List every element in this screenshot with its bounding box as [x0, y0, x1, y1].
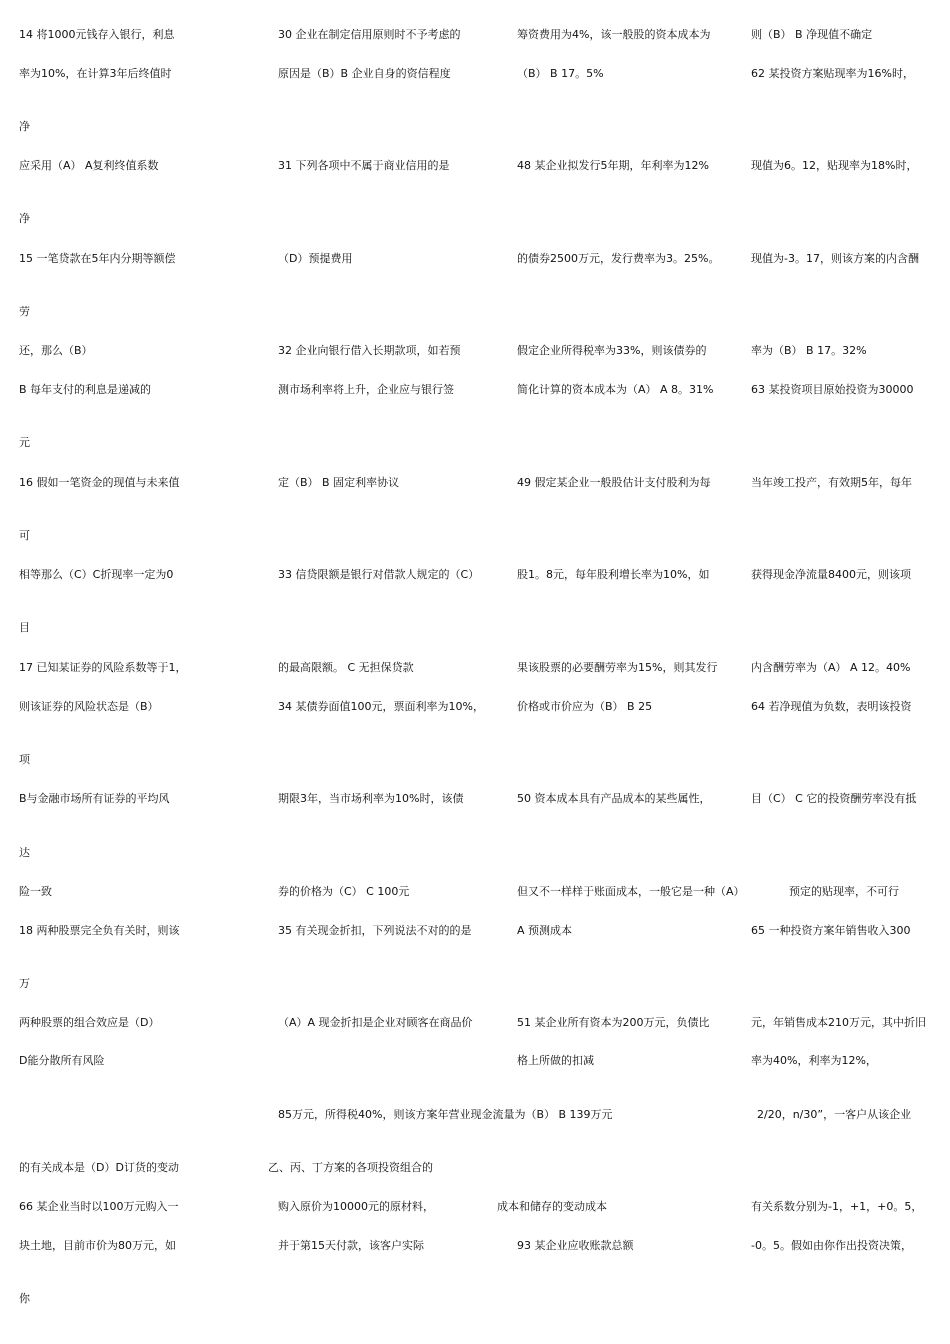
text-line: 93 某企业应收账款总额	[517, 1239, 634, 1252]
text-line: 价格或市价应为（B） B 25	[517, 700, 653, 713]
text-line: 50 资本成本具有产品成本的某些属性，	[517, 792, 711, 805]
text-line: 简化计算的资本成本为（A） A 8。31%	[517, 383, 714, 396]
text-line: 购入原价为10000元的原材料，	[278, 1200, 434, 1213]
text-line: 净	[19, 120, 30, 133]
text-line: D能分散所有风险	[19, 1054, 105, 1067]
text-line: 现值为6。12，贴现率为18%时，	[751, 159, 918, 172]
text-line: 期限3年，当市场利率为10%时，该债	[278, 792, 464, 805]
text-line: 17 已知某证券的风险系数等于1，	[19, 661, 187, 674]
text-line: 的最高限额。 C 无担保贷款	[278, 661, 414, 674]
text-line: 乙、丙、丁方案的各项投资组合的	[268, 1161, 433, 1174]
text-line: 65 一种投资方案年销售收入300	[751, 924, 911, 937]
text-line: 32 企业向银行借入长期款项，如若预	[278, 344, 461, 357]
text-line: 率为40%，利率为12%，	[751, 1054, 877, 1067]
text-line: 并于第15天付款，该客户实际	[278, 1239, 424, 1252]
text-line: 果该股票的必要酬劳率为15%，则其发行	[517, 661, 718, 674]
text-line: 30 企业在制定信用原则时不予考虑的	[278, 28, 461, 41]
text-line: 63 某投资项目原始投资为30000	[751, 383, 914, 396]
text-line: 两种股票的组合效应是（D）	[19, 1016, 160, 1029]
text-line: 劳	[19, 305, 30, 318]
text-line: 34 某债券面值100元，票面利率为10%，	[278, 700, 484, 713]
text-line: 现值为-3。17，则该方案的内含酬	[751, 252, 919, 265]
text-line: 则该证券的风险状态是（B）	[19, 700, 159, 713]
text-line: 元，年销售成本210万元，其中折旧	[751, 1016, 926, 1029]
text-line: 可	[19, 529, 30, 542]
text-line: 目（C） C 它的投资酬劳率没有抵	[751, 792, 917, 805]
text-line: 券的价格为（C） C 100元	[278, 885, 410, 898]
text-line: 2/20，n/30”，一客户从该企业	[757, 1108, 912, 1121]
text-line: 格上所做的扣减	[517, 1054, 594, 1067]
text-line: 66 某企业当时以100万元购入一	[19, 1200, 179, 1213]
text-line: 的有关成本是（D）D订货的变动	[19, 1161, 179, 1174]
text-line: （B） B 17。5%	[517, 67, 604, 80]
text-line: 成本和储存的变动成本	[497, 1200, 607, 1213]
text-line: 48 某企业拟发行5年期，年利率为12%	[517, 159, 709, 172]
text-line: 测市场利率将上升，企业应与银行签	[278, 383, 454, 396]
text-line: 15 一笔贷款在5年内分期等额偿	[19, 252, 176, 265]
text-line: 达	[19, 846, 30, 859]
text-line: 51 某企业所有资本为200万元，负债比	[517, 1016, 710, 1029]
text-line: 的债券2500万元，发行费率为3。25%。	[517, 252, 720, 265]
text-line: B与金融市场所有证券的平均风	[19, 792, 170, 805]
text-line: 股1。8元，每年股利增长率为10%，如	[517, 568, 710, 581]
text-line: 内含酬劳率为（A） A 12。40%	[751, 661, 911, 674]
text-line: 14 将1000元钱存入银行，利息	[19, 28, 175, 41]
text-line: 净	[19, 212, 30, 225]
text-line: 62 某投资方案贴现率为16%时，	[751, 67, 914, 80]
text-line: 获得现金净流量8400元，则该项	[751, 568, 911, 581]
text-line: 31 下列各项中不属于商业信用的是	[278, 159, 450, 172]
text-line: 率为（B） B 17。32%	[751, 344, 867, 357]
text-line: 16 假如一笔资金的现值与未来值	[19, 476, 180, 489]
text-line: 元	[19, 436, 30, 449]
text-line: 定（B） B 固定利率协议	[278, 476, 400, 489]
text-line: 还，那么（B）	[19, 344, 93, 357]
text-line: 85万元，所得税40%，则该方案年营业现金流量为（B） B 139万元	[278, 1108, 613, 1121]
text-line: 33 信贷限额是银行对借款人规定的（C）	[278, 568, 480, 581]
text-line: （D）预提费用	[278, 252, 353, 265]
text-line: 应采用（A） A复利终值系数	[19, 159, 159, 172]
text-line: 假定企业所得税率为33%，则该债券的	[517, 344, 707, 357]
text-line: -0。5。假如由你作出投资决策，	[751, 1239, 912, 1252]
text-line: 率为10%，在计算3年后终值时	[19, 67, 172, 80]
text-line: 18 两种股票完全负有关时，则该	[19, 924, 180, 937]
text-line: 筹资费用为4%，该一般股的资本成本为	[517, 28, 711, 41]
text-line: 险一致	[19, 885, 52, 898]
text-line: 相等那么（C）C折现率一定为0	[19, 568, 174, 581]
text-line: 目	[19, 621, 30, 634]
text-line: 则（B） B 净现值不确定	[751, 28, 873, 41]
text-line: 有关系数分别为-1，+1，+0。5，	[751, 1200, 923, 1213]
text-line: 35 有关现金折扣，下列说法不对的的是	[278, 924, 472, 937]
text-line: B 每年支付的利息是递减的	[19, 383, 152, 396]
text-line: 49 假定某企业一般股估计支付股利为每	[517, 476, 711, 489]
text-line: 但又不一样样于账面成本，一般它是一种（A）	[517, 885, 745, 898]
text-line: （A）A 现金折扣是企业对顾客在商品价	[278, 1016, 473, 1029]
text-line: 64 若净现值为负数，表明该投资	[751, 700, 912, 713]
text-line: 预定的贴现率，不可行	[789, 885, 899, 898]
text-line: 万	[19, 977, 30, 990]
text-line: 当年竣工投产，有效期5年，每年	[751, 476, 912, 489]
text-line: 块土地，目前市价为80万元，如	[19, 1239, 176, 1252]
text-line: 项	[19, 753, 30, 766]
text-line: 原因是（B）B 企业自身的资信程度	[278, 67, 451, 80]
text-line: 你	[19, 1292, 30, 1305]
text-line: A 预测成本	[517, 924, 573, 937]
